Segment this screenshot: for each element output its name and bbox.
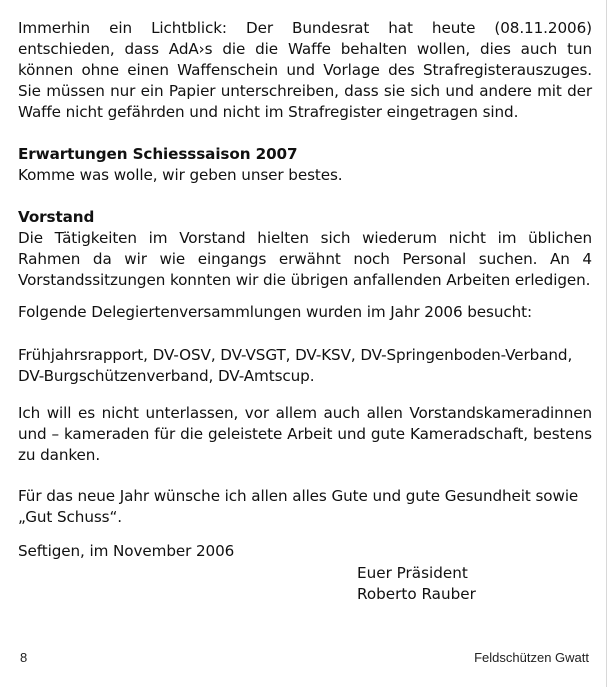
heading-board: Vorstand	[18, 208, 95, 226]
heading-expectations: Erwartungen Schiesssaison 2007	[18, 145, 298, 163]
paragraph-expectations: Komme was wolle, wir geben unser bestes.	[18, 166, 343, 184]
paragraph-events: Frühjahrsrapport, DV-OSV, DV-VSGT, DV-KSV, DV-Springenboden-Verband, DV-Burgschützenverband, DV-Amtscup.	[18, 346, 573, 385]
paragraph-board: Die Tätigkeiten im Vorstand hielten sich wiederum nicht im üblichen Rahmen da wir wie eingangs erwähnt noch Personal suchen. An 4 Vorstandssitzungen konnten wir die übrigen anfallenden Arbeiten erledigen.	[18, 229, 592, 289]
paragraph-delegates: Folgende Delegiertenversammlungen wurden im Jahr 2006 besucht:	[18, 303, 533, 321]
signer-name: Roberto Rauber	[357, 585, 476, 603]
paragraph-newyear: Für das neue Jahr wünsche ich allen alles Gute und gute Gesundheit sowie „Gut Schuss“.	[18, 487, 579, 526]
page-edge-line	[606, 0, 607, 687]
footer-organization: Feldschützen Gwatt	[474, 650, 589, 665]
paragraph-intro	[18, 18, 592, 123]
paragraph-thanks: Ich will es nicht unterlassen, vor allem auch allen Vorstandskameradinnen und – kameraden für die geleistete Arbeit und gute Kameradschaft, bestens zu danken.	[18, 404, 592, 464]
page-number: 8	[20, 650, 28, 665]
place-date: Seftigen, im November 2006	[18, 542, 235, 560]
closing-line: Euer Präsident	[357, 564, 468, 582]
intro-text: Immerhin ein Lichtblick: Der Bundesrat hat heute (08.11.2006) entschieden, dass AdA›s die die Waffe behalten wollen, dies auch tun können ohne einen Waffenschein und Vorlage des Strafregisterauszuges. Sie müssen nur ein Papier unterschreiben, dass sie sich und andere mit der Waffe nicht gefährden und nicht im Strafregister eingetragen sind.	[18, 19, 592, 121]
